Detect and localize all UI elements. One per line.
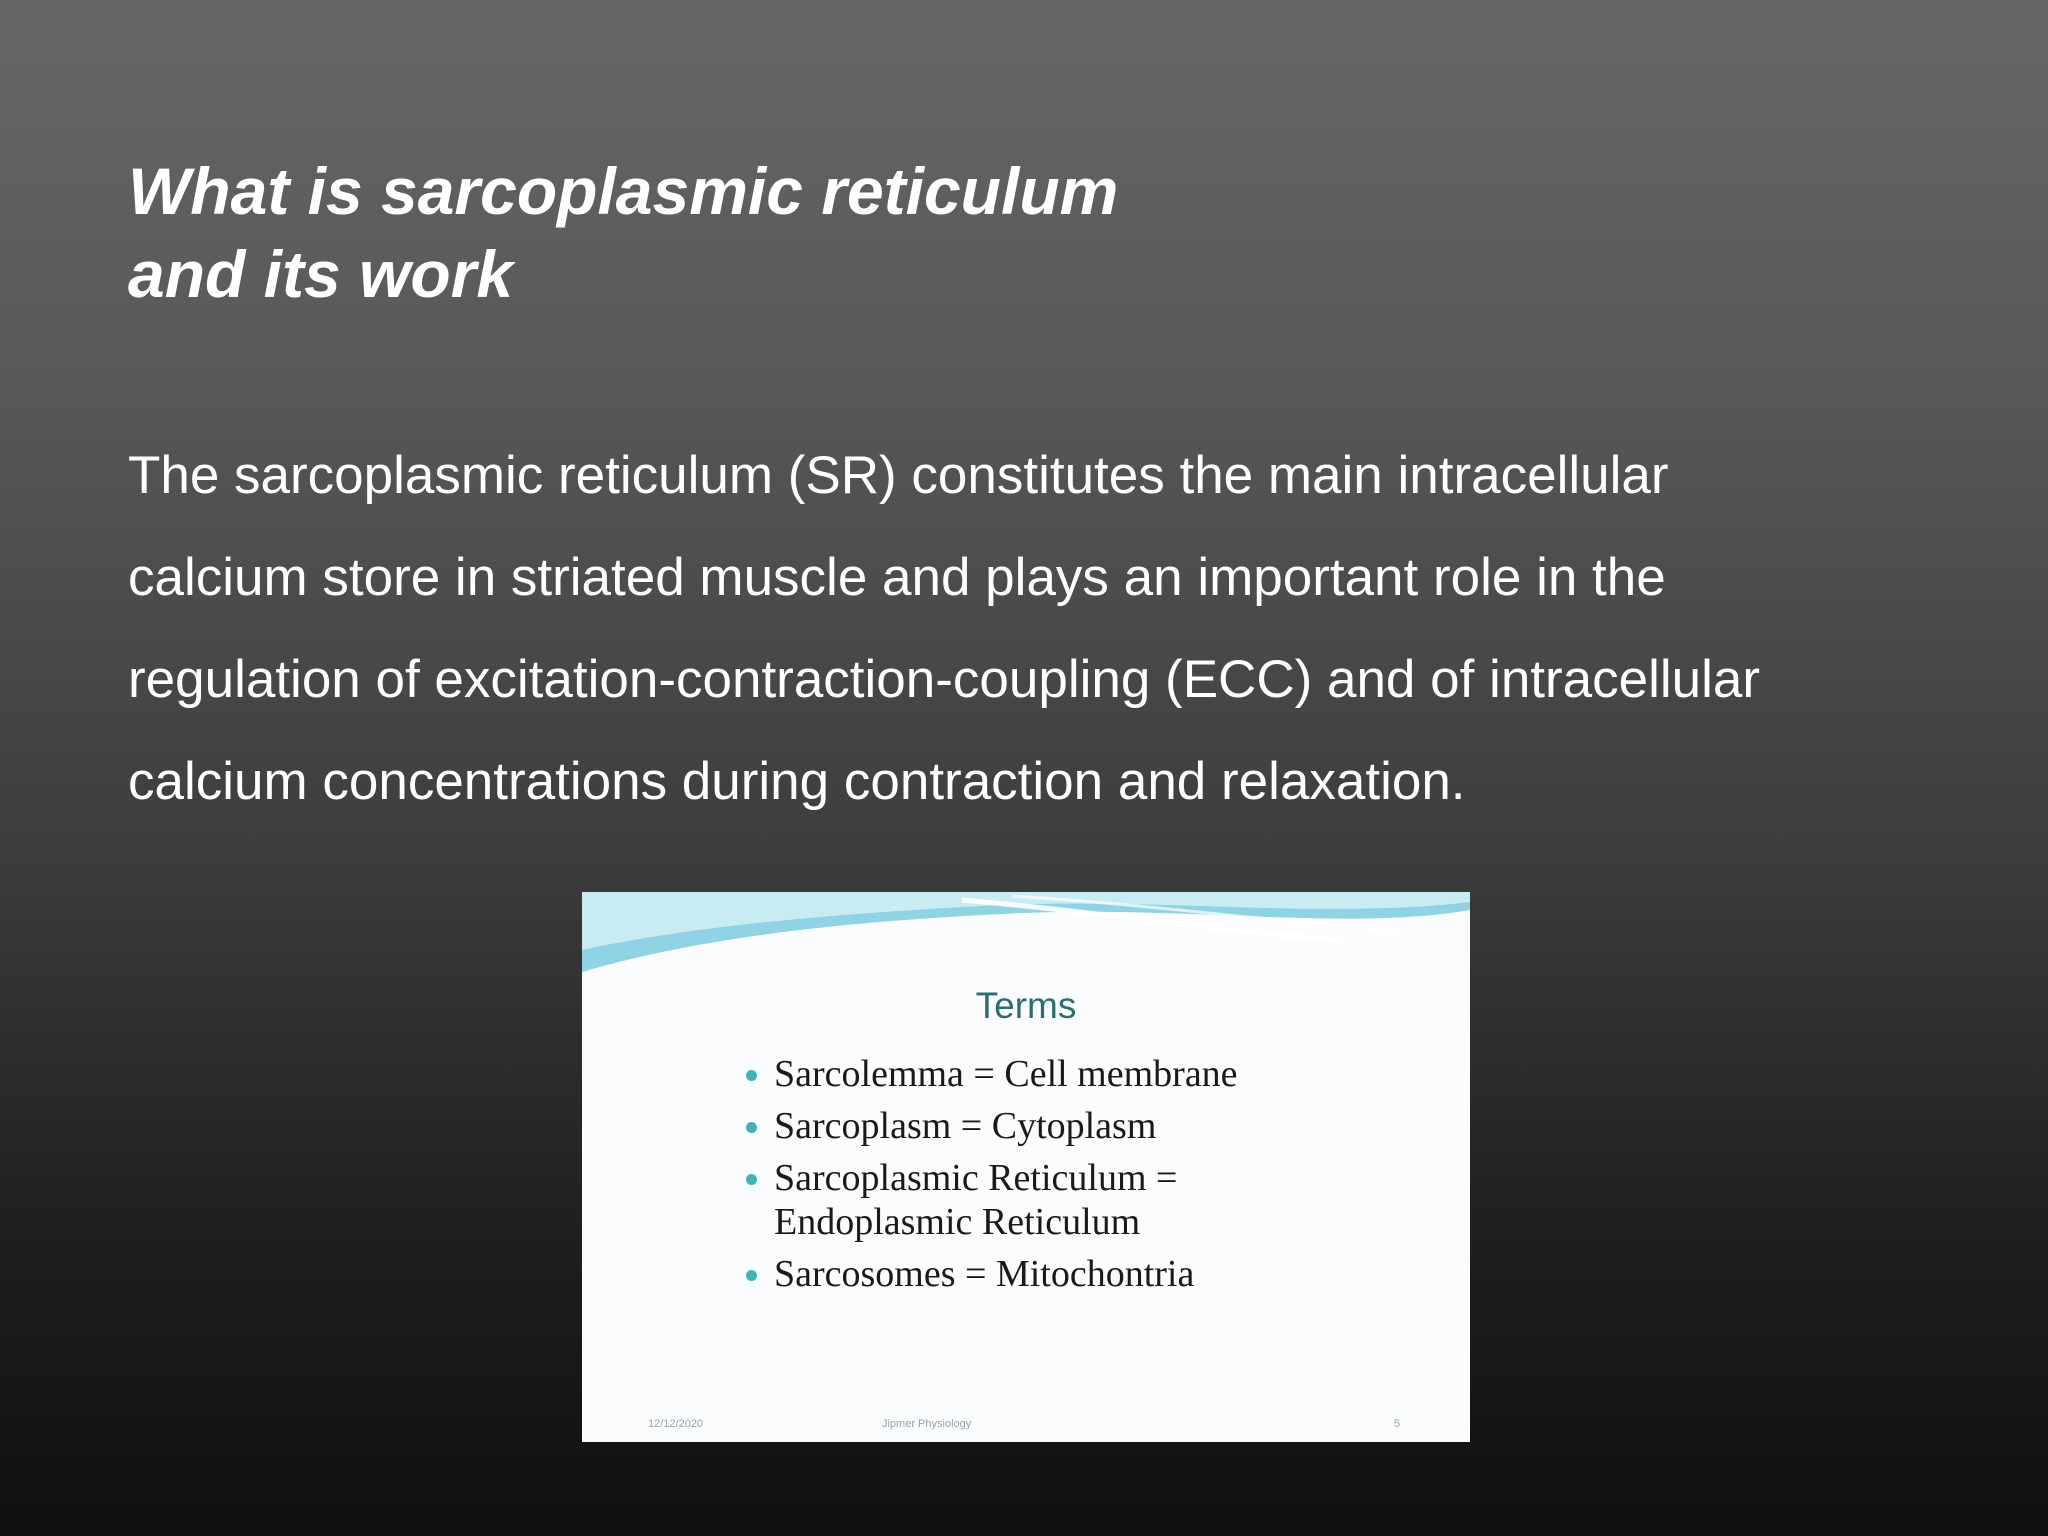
embedded-slide-image <box>582 892 1470 1442</box>
bullet-dot-icon <box>746 1122 757 1133</box>
slide-title-line-1: What is sarcoplasmic reticulum <box>128 154 1119 228</box>
bullet-dot-icon <box>746 1270 757 1281</box>
list-item <box>746 1052 1446 1096</box>
list-item-text: Sarcolemma = Cell membrane <box>774 1053 1238 1095</box>
terms-list <box>746 1052 1446 1304</box>
list-item <box>746 1156 1446 1244</box>
embedded-slide-title: Terms <box>975 985 1077 1026</box>
bullet-dot-icon <box>746 1174 757 1185</box>
list-item-text: Sarcoplasmic Reticulum = <box>774 1157 1178 1199</box>
list-item <box>746 1252 1446 1296</box>
slide-title-line-2: and its work <box>128 237 514 311</box>
wave-decoration <box>582 892 1470 982</box>
body-line-2: calcium store in striated muscle and plays an important role in the <box>128 548 1666 607</box>
embedded-slide-footer-date: 12/12/2020 <box>648 1418 704 1430</box>
slide-title <box>128 150 1628 316</box>
slide-body <box>128 425 1988 833</box>
embedded-slide-footer-page: 5 <box>1394 1418 1401 1430</box>
body-line-1: The sarcoplasmic reticulum (SR) constitutes the main intracellular <box>128 446 1669 505</box>
list-item <box>746 1104 1446 1148</box>
list-item-text: Sarcosomes = Mitochontria <box>774 1253 1195 1295</box>
embedded-slide-footer-source: Jipmer Physiology <box>882 1418 972 1430</box>
body-line-4: calcium concentrations during contraction and relaxation. <box>128 752 1466 811</box>
body-line-3: regulation of excitation-contraction-coupling (ECC) and of intracellular <box>128 650 1761 709</box>
list-item-text: Sarcoplasm = Cytoplasm <box>774 1105 1157 1147</box>
bullet-dot-icon <box>746 1070 757 1081</box>
list-item-text-continued: Endoplasmic Reticulum <box>774 1201 1141 1243</box>
